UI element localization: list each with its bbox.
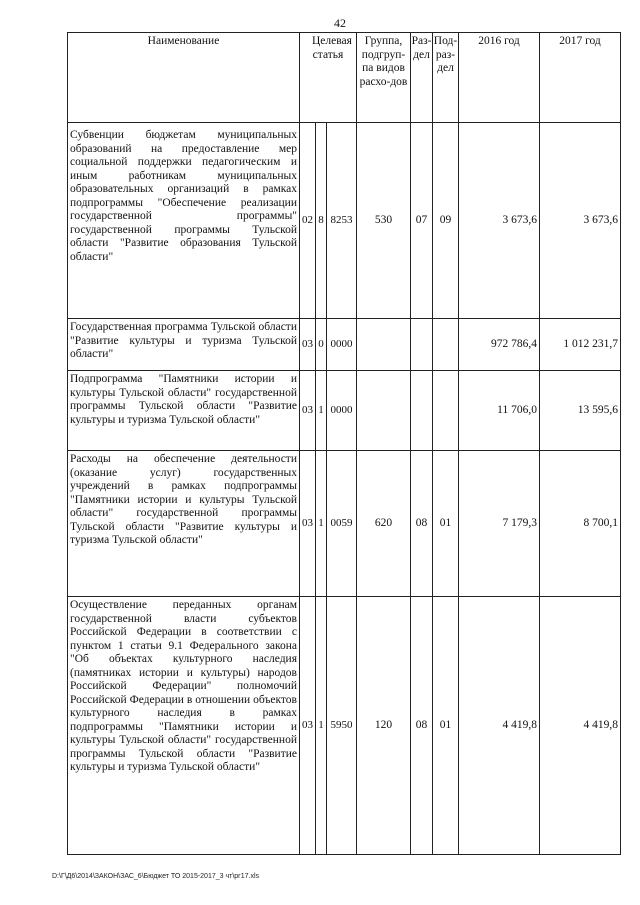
row-2017: 13 595,6 <box>540 371 621 451</box>
row-cs3: 0000 <box>327 319 357 371</box>
row-cs1: 03 <box>300 319 316 371</box>
row-2017: 4 419,8 <box>540 597 621 855</box>
row-name: Субвенции бюджетам муниципальных образований на предоставление мер социальной поддержки педагогическим и иным работникам муниципальных образовательных организаций в рамках подпрограммы "Обеспечение реализации государственной программы" государственной программы Тульской области "Развитие образования Тульской области" <box>68 123 300 319</box>
row-2016: 11 706,0 <box>459 371 540 451</box>
row-name: Подпрограмма "Памятники истории и культуры Тульской области" государственной программы Тульской области "Развитие культуры и туризма Тульской области" <box>68 371 300 451</box>
row-section: 08 <box>411 597 433 855</box>
row-section: 07 <box>411 123 433 319</box>
header-2016: 2016 год <box>459 33 540 123</box>
row-subsection <box>433 319 459 371</box>
row-cs3: 5950 <box>327 597 357 855</box>
row-cs2: 1 <box>316 451 327 597</box>
row-cs1: 03 <box>300 371 316 451</box>
row-group <box>357 319 411 371</box>
row-group: 120 <box>357 597 411 855</box>
table-row <box>68 319 621 371</box>
row-2016: 4 419,8 <box>459 597 540 855</box>
row-cs2: 8 <box>316 123 327 319</box>
table-header-row <box>68 33 621 123</box>
header-2017: 2017 год <box>540 33 621 123</box>
row-cs3: 0059 <box>327 451 357 597</box>
page-number: 42 <box>334 16 346 30</box>
row-cs2: 0 <box>316 319 327 371</box>
budget-table <box>67 32 621 855</box>
row-name: Государственная программа Тульской области "Развитие культуры и туризма Тульской области" <box>68 319 300 371</box>
header-group: Группа, подгруп-па видов расхо-дов <box>357 33 411 123</box>
row-section <box>411 371 433 451</box>
row-group <box>357 371 411 451</box>
row-2017: 3 673,6 <box>540 123 621 319</box>
row-2017: 1 012 231,7 <box>540 319 621 371</box>
row-cs2: 1 <box>316 597 327 855</box>
row-name: Расходы на обеспечение деятельности (оказание услуг) государственных учреждений в рамках подпрограммы "Памятники истории и культуры Тульской области" государственной программы Тульской области "Развитие культуры и туризма Тульской области" <box>68 451 300 597</box>
row-cs3: 8253 <box>327 123 357 319</box>
header-section: Раз-дел <box>411 33 433 123</box>
header-target-article: Целевая статья <box>300 33 357 123</box>
row-cs2: 1 <box>316 371 327 451</box>
row-subsection: 01 <box>433 597 459 855</box>
row-2017: 8 700,1 <box>540 451 621 597</box>
header-name: Наименование <box>68 33 300 123</box>
row-name: Осуществление переданных органам государственной власти субъектов Российской Федерации в соответствии с пунктом 1 статьи 9.1 Федерального закона "Об объектах культурного наследия (памятниках истории и культуры) народов Российской Федерации" полномочий Российской Федерации в отношении объектов культурного наследия в рамках подпрограммы "Памятники истории и культуры Тульской области" государственной программы Тульской области "Развитие культуры и туризма Тульской области" <box>68 597 300 855</box>
row-2016: 3 673,6 <box>459 123 540 319</box>
file-path-footer: D:\Г\Д6\2014\ЗАКОН\ЗАС_6\Бюджет ТО 2015-2017_3 чт\рг17.xls <box>52 873 260 880</box>
table-row <box>68 597 621 855</box>
row-cs1: 02 <box>300 123 316 319</box>
row-section <box>411 319 433 371</box>
row-subsection: 09 <box>433 123 459 319</box>
table-row <box>68 451 621 597</box>
row-group: 530 <box>357 123 411 319</box>
row-2016: 972 786,4 <box>459 319 540 371</box>
row-cs1: 03 <box>300 597 316 855</box>
row-group: 620 <box>357 451 411 597</box>
row-cs3: 0000 <box>327 371 357 451</box>
row-cs1: 03 <box>300 451 316 597</box>
row-subsection: 01 <box>433 451 459 597</box>
row-2016: 7 179,3 <box>459 451 540 597</box>
table-row <box>68 371 621 451</box>
table-row <box>68 123 621 319</box>
row-subsection <box>433 371 459 451</box>
header-subsection: Под-раз-дел <box>433 33 459 123</box>
row-section: 08 <box>411 451 433 597</box>
